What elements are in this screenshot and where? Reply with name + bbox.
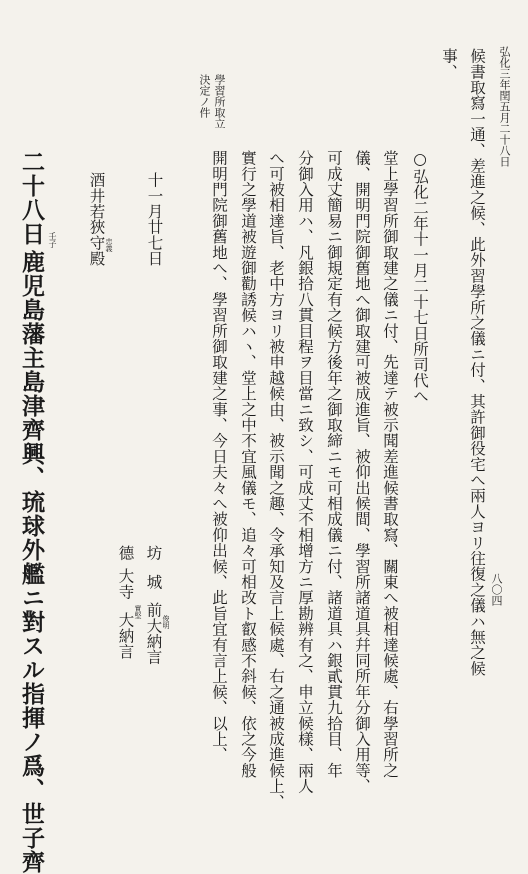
text-column-3: ○弘化二年十一月二十七日所司代へ (411, 150, 429, 404)
text-column-5: 儀、開明門院御舊地へ御取建可被成進旨、被仰出候間、學習所諸道具幷同所年分御入用等、 (353, 150, 371, 794)
signatory-2-name-a: 德 (116, 545, 135, 561)
side-note-line-1: 學習所取立 (213, 74, 226, 129)
text-column-1: 候書取寫一通、差進之候、此外習學所之儀ニ付、其許御役宅へ兩人ヨリ往復之儀ハ無之候 (468, 48, 486, 676)
text-column-6: 可成丈簡易ニ御規定有之候方後年之御取締ニモ可相成儀ニ付、諸道具ハ銀貳貫九拾目、年 (325, 150, 343, 778)
signatory-2-name-b: 大寺 (116, 568, 135, 600)
header-date: 弘化三年閏五月二十八日 (498, 46, 511, 167)
signatory-1-name-b: 城 (144, 574, 163, 590)
text-column-7: 分御入用ハ、凡銀拾八貫目程ヲ目當ニ致シ、可成丈不相增方ニ厚勘辨有之、申立候樣、兩人 (296, 150, 314, 794)
signatory-2-title: 大納言 (116, 612, 135, 660)
text-column-8: へ可被相達旨、老中方ヨリ被申越候由、被示聞之趣、令承知及言上候處、右之通被成進候上、 (267, 150, 285, 810)
text-column-10: 開明門院御舊地へ、學習所御取建之事、今日夫々へ被仰出候、此旨宜有言上候、以上、 (210, 150, 228, 763)
date-line: 十一月廿七日 (145, 172, 164, 267)
entry-date: 二十八日 (18, 150, 45, 246)
addressee-note: 忠義 (105, 238, 113, 252)
side-note-line-2: 決定ノ件 (198, 74, 211, 118)
signatory-2-note: 實堅 (134, 605, 142, 619)
text-column-2: 事、 (440, 48, 458, 80)
addressee-name: 酒井若狹守殿 (87, 172, 106, 267)
text-column-9: 實行之學道被遊御勸誘候ハヽ、堂上之中不宜風儀モ、追々可相改ト叡感不斜候、依之今般 (239, 150, 257, 778)
signatory-1-note: 俊明 (162, 615, 170, 629)
page-number: 八〇四 (490, 573, 503, 606)
text-column-4: 堂上學習所御取建之儀ニ付、先達テ被示聞差進候書取寫、關東へ被相達候處、右學習所之 (381, 150, 399, 778)
entry-date-note: 壬子 (48, 232, 57, 248)
signatory-1-name-a: 坊 (144, 545, 163, 561)
entry-heading: 鹿児島藩主島津齊興、琉球外艦ニ對スル指揮ノ爲、世子齊 (18, 250, 45, 874)
signatory-1-title: 前大納言 (144, 602, 163, 665)
